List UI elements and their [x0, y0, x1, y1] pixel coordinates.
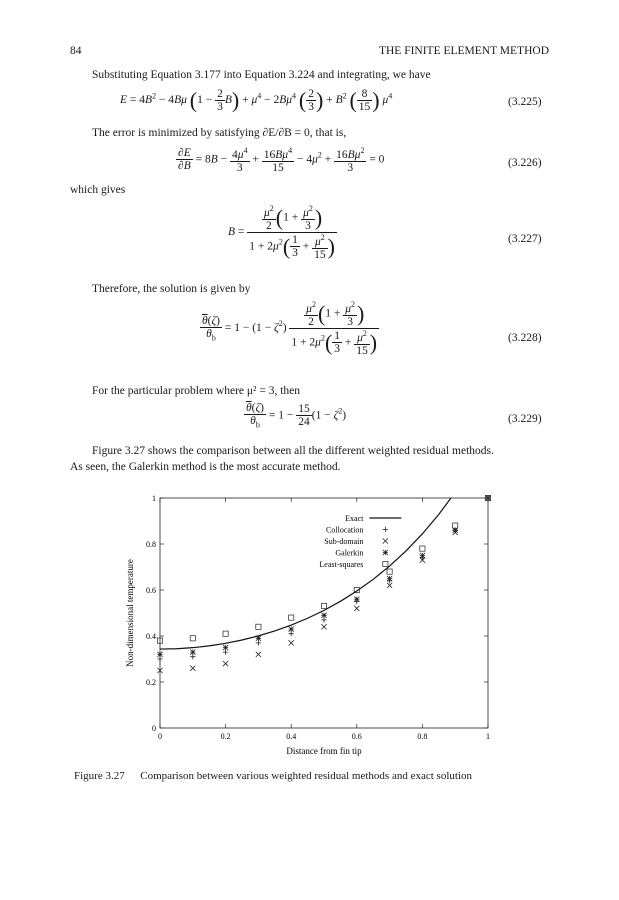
series-least-squares-point: [387, 569, 392, 574]
x-tick-label: 0.8: [417, 732, 428, 741]
legend-swatch-sub-domain: [383, 538, 388, 543]
series-collocation-point: [190, 654, 195, 659]
x-tick-label: 1: [486, 732, 490, 741]
x-tick-label: 0: [158, 732, 162, 741]
legend-swatch-least-squares: [383, 561, 388, 566]
page-number: 84: [70, 45, 82, 57]
series-galerkin-point: [256, 636, 261, 641]
series-least-squares-point: [453, 523, 458, 528]
equation-number-3-226: (3.226): [508, 157, 542, 169]
legend-label-exact: Exact: [345, 514, 364, 523]
series-sub-domain-point: [387, 583, 392, 588]
y-tick-label: 0.2: [146, 678, 156, 687]
series-collocation-point: [321, 617, 326, 622]
series-galerkin-point: [354, 597, 359, 602]
equation-3-228: $\frac{\overline{\theta}(\zeta)}{\theta_b}$ = $1 - (1 - \zeta^2)$ $\frac{\mu^2}{2}$ (1 + $\frac{\mu^2}{3}$ ) $1 + 2\mu^2$( $\frac{1}{3}$ + $\frac{\mu^2}{15}$ ): [202, 300, 378, 357]
series-least-squares-point: [321, 604, 326, 609]
paragraph-particular-problem: For the particular problem where μ² = 3, then: [92, 385, 301, 397]
running-title: THE FINITE ELEMENT METHOD: [378, 45, 549, 57]
figure-caption-label: Figure 3.27: [74, 770, 125, 782]
legend-label-sub-domain: Sub-domain: [324, 537, 364, 546]
y-tick-label: 0.6: [146, 586, 156, 595]
legend-label-galerkin: Galerkin: [335, 548, 364, 558]
paragraph-which-gives: which gives: [70, 184, 126, 196]
equation-3-229: $\frac{\overline{\theta}(\zeta)}{\theta_b}$ = 1 − $\frac{15}{24}$ $(1 - \zeta^2)$: [246, 402, 347, 430]
series-galerkin-point: [289, 627, 294, 632]
series-collocation-point: [256, 640, 261, 645]
x-axis-label: Distance from fin tip: [286, 746, 362, 756]
equation-number-3-228: (3.228): [508, 332, 542, 344]
series-least-squares-point: [420, 546, 425, 551]
equation-number-3-227: (3.227): [508, 233, 542, 245]
series-sub-domain-point: [321, 624, 326, 629]
series-collocation-point: [223, 650, 228, 655]
y-tick-label: 0.4: [146, 632, 156, 641]
figure-caption-text: Comparison between various weighted residual methods and exact solution: [140, 770, 472, 782]
x-tick-label: 0.4: [286, 732, 297, 741]
equation-3-226: $\frac{\partial E}{\partial B}$ = 8B − $\frac{4\mu^4}{3}$ + $\frac{16B\mu^4}{15}$ − $4\mu^2$ + $\frac{16B\mu^2}{3}$ = 0: [178, 146, 385, 174]
series-least-squares-point: [223, 631, 228, 636]
series-least-squares-point: [190, 636, 195, 641]
legend-label-collocation: Collocation: [326, 525, 364, 535]
paragraph-substituting: Substituting Equation 3.177 into Equation 3.224 and integrating, we have: [92, 69, 431, 81]
paragraph-error-minimized: The error is minimized by satisfying ∂E/∂B = 0, that is,: [92, 127, 347, 139]
equation-3-225: $E = 4B^2 - 4B\mu$ (1 − $\frac{2}{3}$ $B) + \mu^4 - 2B\mu^4$ ( $\frac{2}{3}$ ) + $B^2$ ( $\frac{8}{15}$ ) $\mu^4$: [120, 87, 393, 113]
x-tick-label: 0.2: [220, 732, 231, 741]
legend-swatch-galerkin: [383, 550, 388, 555]
series-sub-domain-point: [289, 640, 294, 645]
series-galerkin-point: [190, 650, 195, 655]
series-galerkin-point: [387, 576, 392, 581]
figure-caption: [74, 770, 472, 782]
equation-number-3-229: (3.229): [508, 413, 542, 425]
paragraph-therefore: Therefore, the solution is given by: [92, 283, 251, 295]
series-sub-domain-point: [190, 666, 195, 671]
y-tick-label: 0: [152, 724, 156, 733]
paragraph-figure-comparison-line2: As seen, the Galerkin method is the most accurate method.: [70, 461, 341, 473]
series-galerkin-point: [420, 553, 425, 558]
series-least-squares-point: [289, 615, 294, 620]
series-sub-domain-point: [223, 661, 228, 666]
series-collocation-point: [289, 631, 294, 636]
figure-3-27-chart: [120, 488, 510, 764]
y-tick-label: 1: [152, 494, 156, 503]
series-galerkin-point: [157, 652, 162, 657]
y-axis-label: Non-dimensional temperature: [125, 559, 135, 667]
x-tick-label: 0.6: [351, 732, 362, 741]
equation-number-3-225: (3.225): [508, 96, 542, 108]
series-least-squares-point: [256, 624, 261, 629]
equation-3-227: B = $\frac{\mu^2}{2}$ (1 + $\frac{\mu^2}{3}$ ) $1 + 2\mu^2$( $\frac{1}{3}$ + $\frac{\mu^2}{15}$ ): [228, 204, 335, 261]
series-sub-domain-point: [256, 652, 261, 657]
y-tick-label: 0.8: [146, 540, 156, 549]
legend-label-least-squares: Least-squares: [319, 560, 364, 569]
paragraph-figure-comparison-line1: Figure 3.27 shows the comparison between all the different weighted residual methods.: [92, 445, 494, 457]
series-collocation-point: [157, 656, 162, 661]
series-sub-domain-point: [354, 606, 359, 611]
series-galerkin-point: [321, 613, 326, 618]
series-galerkin-point: [223, 645, 228, 650]
legend-swatch-collocation: [383, 527, 388, 532]
series-galerkin-point: [485, 495, 490, 500]
